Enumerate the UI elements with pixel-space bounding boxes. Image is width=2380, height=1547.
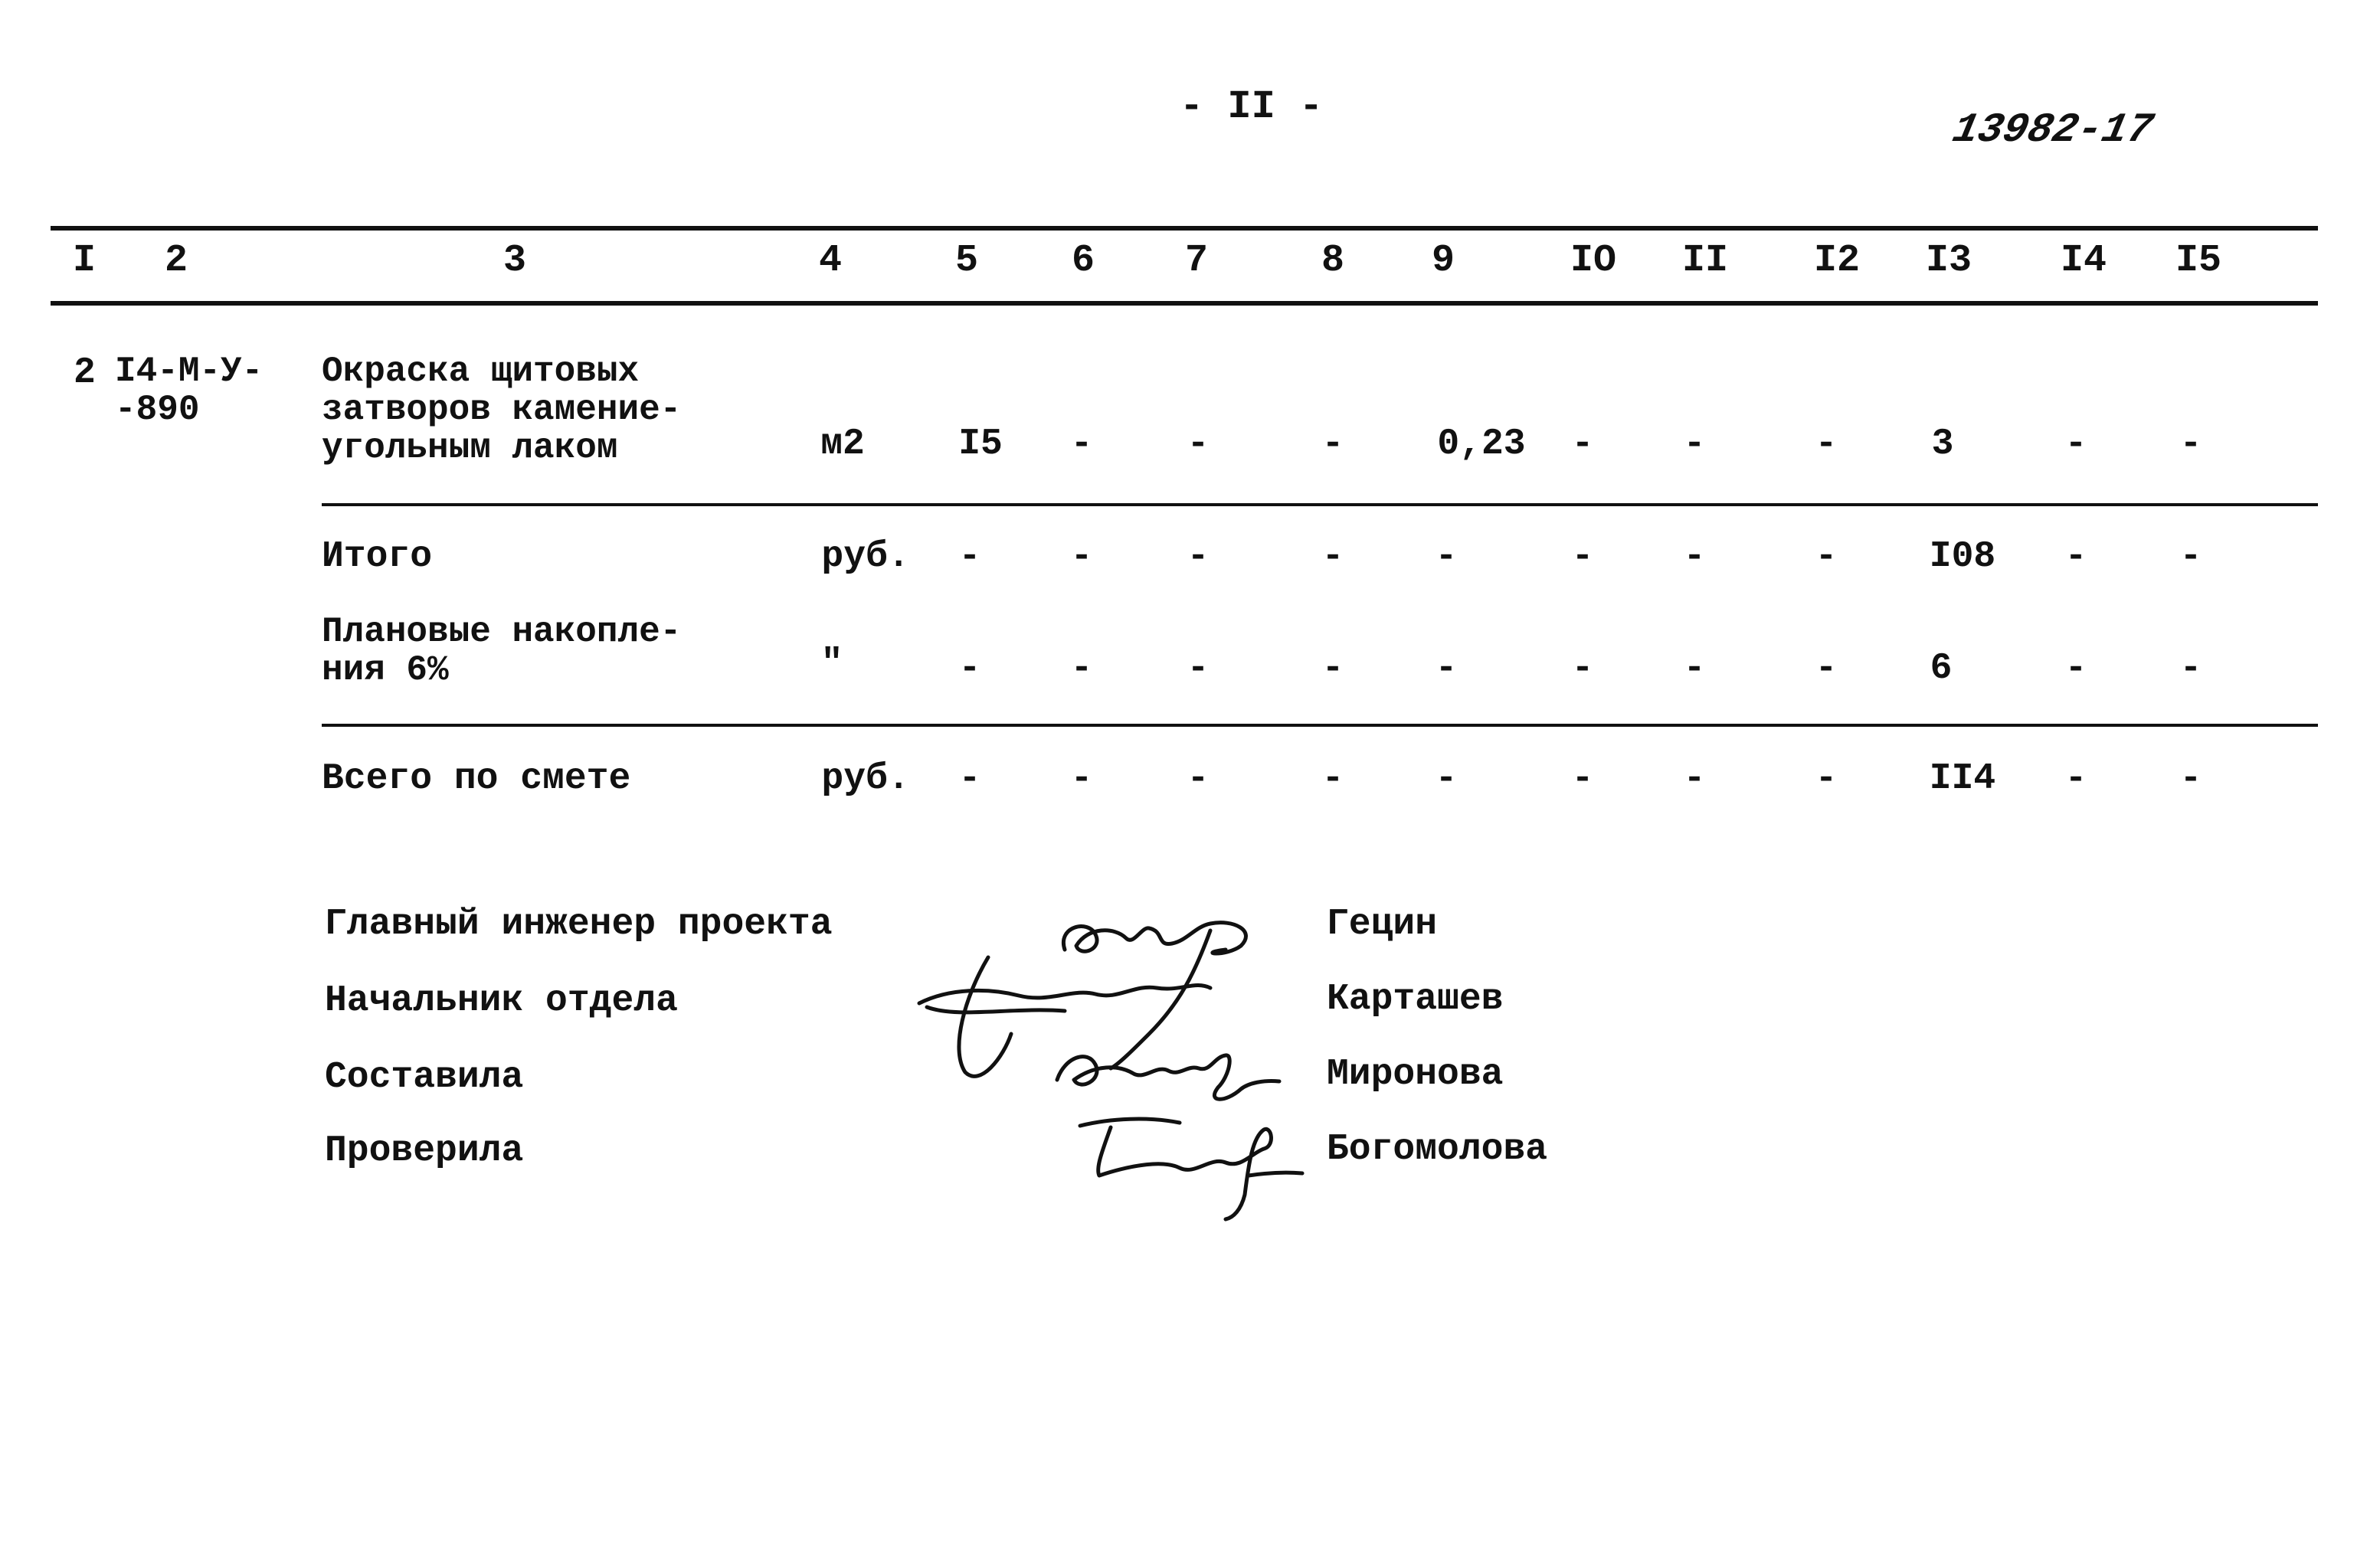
row2-description: Итого [322, 536, 433, 577]
row2-unit: руб. [821, 536, 910, 577]
signature-role-compiled-by: Составила [325, 1057, 524, 1098]
row1-col13: 3 [1931, 424, 1954, 465]
row1-col11: - [1683, 424, 1706, 465]
row2-col14: - [2064, 536, 2087, 577]
row2-col15: - [2179, 536, 2202, 577]
row4-col15: - [2179, 758, 2202, 800]
row-divider-2 [322, 724, 2318, 727]
row3-col9: - [1435, 648, 1458, 689]
row4-col13: II4 [1929, 758, 1996, 800]
column-header-6: 6 [1071, 239, 1095, 283]
row1-col15: - [2179, 424, 2202, 465]
table-top-rule [51, 226, 2318, 231]
signature-scribble-2 [919, 985, 1210, 1003]
row4-col9: - [1435, 758, 1458, 800]
row2-col12: - [1815, 536, 1838, 577]
page-number: - II - [1180, 84, 1324, 129]
column-header-2: 2 [164, 239, 188, 283]
row4-col12: - [1815, 758, 1838, 800]
row3-col10: - [1571, 648, 1594, 689]
column-header-3: 3 [503, 239, 527, 283]
document-number: 13982-17 [1948, 107, 2157, 154]
row4-col5: - [958, 758, 981, 800]
row4-col7: - [1187, 758, 1210, 800]
column-header-10: IO [1570, 239, 1617, 283]
row2-col9: - [1435, 536, 1458, 577]
column-header-15: I5 [2175, 239, 2222, 283]
row3-col8: - [1321, 648, 1344, 689]
row1-col7: - [1187, 424, 1210, 465]
row3-col14: - [2064, 648, 2087, 689]
column-header-5: 5 [954, 239, 979, 283]
row4-col14: - [2064, 758, 2087, 800]
row2-col7: - [1187, 536, 1210, 577]
row4-col10: - [1571, 758, 1594, 800]
row3-unit: " [820, 643, 843, 685]
row1-col14: - [2064, 424, 2087, 465]
signature-name-compiled-by: Миронова [1327, 1054, 1504, 1095]
row1-col6: - [1070, 424, 1093, 465]
row1-col1: 2 [74, 352, 96, 394]
row3-description: Плановые накопле- ния 6% [322, 612, 682, 690]
signature-name-checked-by: Богомолова [1327, 1129, 1548, 1170]
row1-unit: м2 [820, 424, 865, 465]
signature-scribble-1 [1063, 923, 1246, 953]
row1-col10: - [1571, 424, 1594, 465]
column-header-7: 7 [1184, 239, 1209, 283]
row-divider-1 [322, 503, 2318, 506]
row3-col15: - [2179, 648, 2202, 689]
row3-col6: - [1070, 648, 1093, 689]
row2-col6: - [1070, 536, 1093, 577]
signature-scribble-4 [1080, 1119, 1302, 1219]
row4-col11: - [1683, 758, 1706, 800]
signature-role-department-head: Начальник отдела [325, 980, 678, 1022]
row4-description: Всего по смете [322, 758, 631, 800]
row3-col13: 6 [1930, 648, 1953, 689]
column-header-4: 4 [818, 239, 843, 283]
row2-col13: I08 [1929, 536, 1996, 577]
row1-col12: - [1815, 424, 1838, 465]
row4-col8: - [1321, 758, 1344, 800]
column-header-12: I2 [1813, 239, 1861, 283]
signature-scribble-3 [1057, 1055, 1279, 1099]
signature-name-chief-engineer: Гецин [1327, 904, 1438, 945]
row4-unit: руб. [821, 758, 910, 800]
column-header-11: II [1681, 239, 1729, 283]
row2-col5: - [958, 536, 981, 577]
row1-col9: 0,23 [1437, 424, 1526, 465]
header-bottom-rule [51, 301, 2318, 306]
row2-col10: - [1571, 536, 1594, 577]
row2-col11: - [1683, 536, 1706, 577]
signature-role-checked-by: Проверила [325, 1130, 524, 1172]
column-header-13: I3 [1925, 239, 1972, 283]
row1-col8: - [1321, 424, 1344, 465]
signature-name-department-head: Карташев [1327, 979, 1504, 1020]
column-header-9: 9 [1431, 239, 1455, 283]
row1-code: I4-М-У- -890 [115, 352, 264, 430]
row4-col6: - [1070, 758, 1093, 800]
row1-col5: I5 [958, 424, 1003, 465]
column-header-1: I [72, 239, 97, 283]
row3-col5: - [958, 648, 981, 689]
row2-col8: - [1321, 536, 1344, 577]
column-header-8: 8 [1321, 239, 1345, 283]
signature-role-chief-engineer: Главный инженер проекта [325, 904, 833, 945]
handwritten-signatures [904, 873, 1318, 1225]
column-header-14: I4 [2060, 239, 2107, 283]
row1-description: Окраска щитовых затворов камение- угольным лаком [322, 352, 682, 468]
row3-col11: - [1683, 648, 1706, 689]
row3-col7: - [1187, 648, 1210, 689]
row3-col12: - [1815, 648, 1838, 689]
